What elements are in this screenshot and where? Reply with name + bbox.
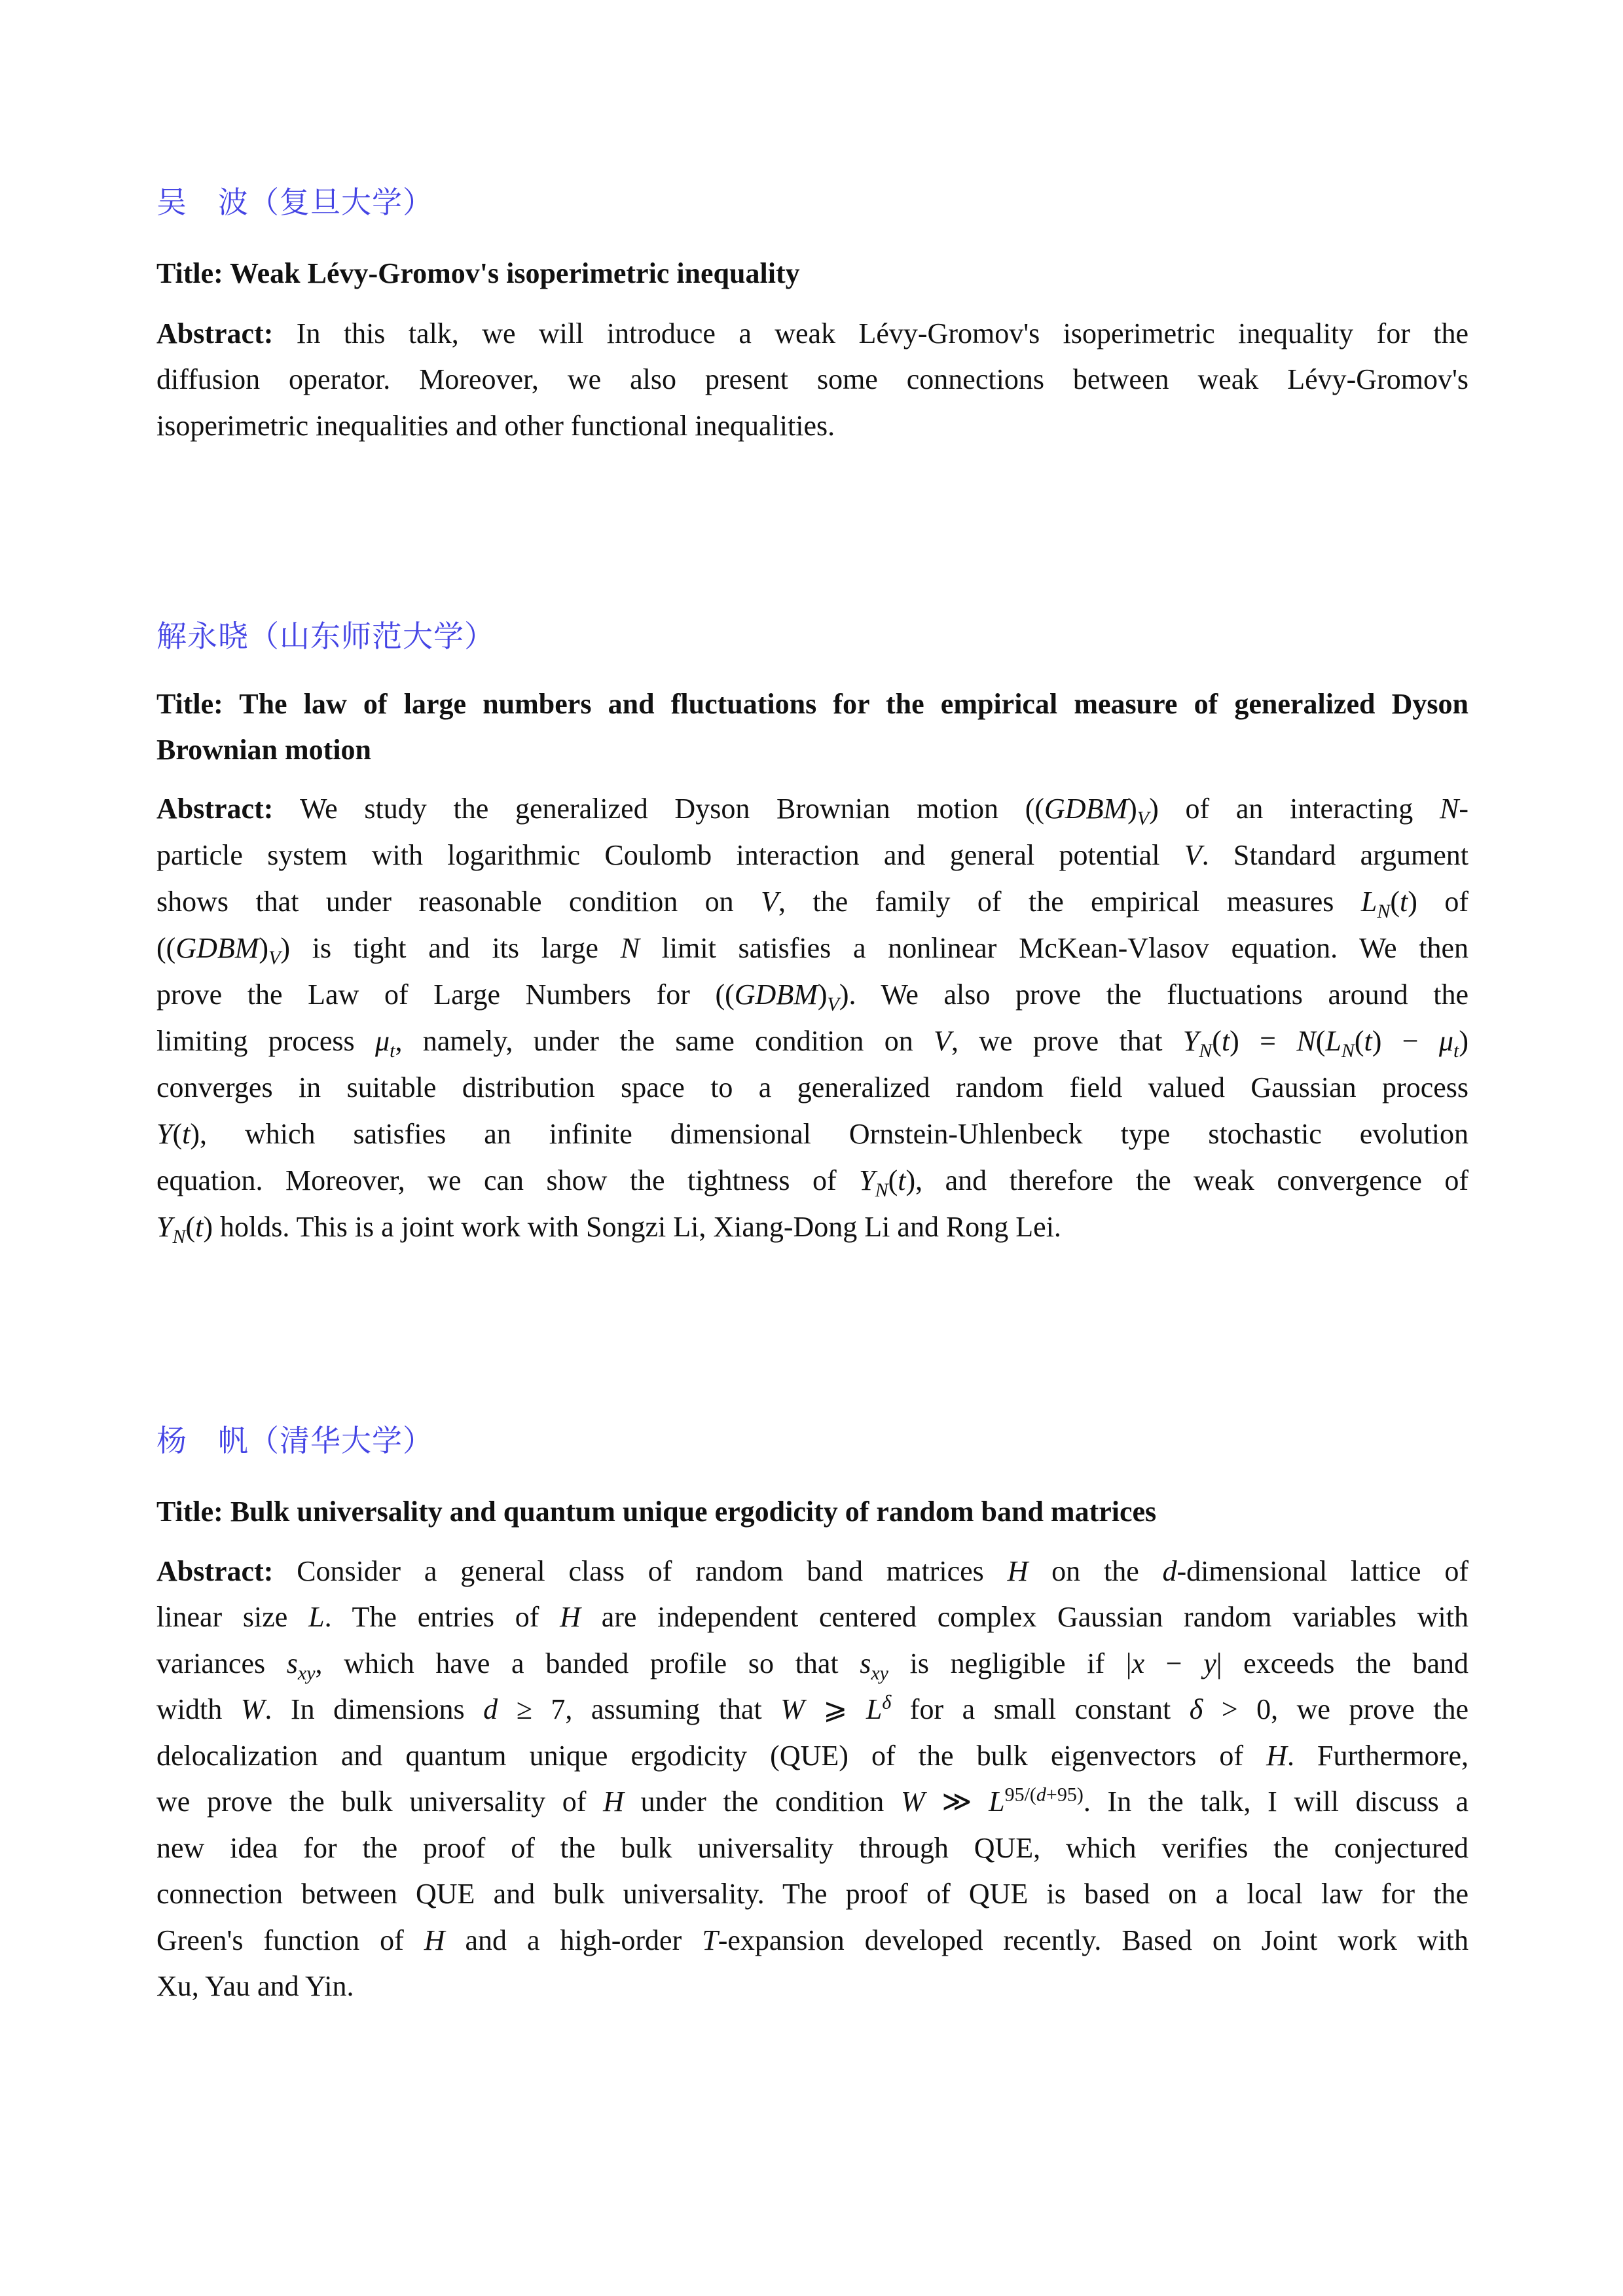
- title-text: The law of large numbers and fluctuations for the empirical measure of generalized Dyson: [239, 688, 1468, 720]
- abstract-line: particle system with logarithmic Coulomb interaction and general potential V. Standard argument: [156, 839, 1468, 871]
- title-text: Weak Lévy-Gromov's isoperimetric inequality: [230, 257, 800, 289]
- abstract-line: limiting process $\mu_t$, namely, under the same condition on V, we prove that $Y_N(t) = N(L_N(t) - \mu_t)$: [156, 1025, 1468, 1062]
- abstract-line: [156, 1553, 1468, 1590]
- abstract-line: variances $s_{xy}$, which have a banded profile so that $s_{xy}$ is negligible if |x − y| exceeds the band: [156, 1647, 1468, 1684]
- abstract-line: converges in suitable distribution space to a generalized random field valued Gaussian process: [156, 1071, 1468, 1103]
- talk-title: [156, 1494, 1468, 1530]
- abstract-line: Xu, Yau and Yin.: [156, 1970, 354, 2002]
- abstract-line: connection between QUE and bulk universality. The proof of QUE is based on a local law for the: [156, 1878, 1468, 1910]
- speaker-heading: 解永晓（山东师范大学）: [156, 619, 495, 654]
- abstract-line: new idea for the proof of the bulk universality through QUE, which verifies the conjectured: [156, 1832, 1468, 1864]
- talk-title-continued: Brownian motion: [156, 734, 372, 766]
- abstract-line: isoperimetric inequalities and other functional inequalities.: [156, 410, 835, 442]
- abstract-line: equation. Moreover, we can show the tightness of $Y_N(t)$, and therefore the weak convergence of: [156, 1164, 1468, 1201]
- abstract-line: delocalization and quantum unique ergodicity (QUE) of the bulk eigenvectors of H. Furthermore,: [156, 1740, 1468, 1772]
- title-label: Title:: [156, 688, 240, 720]
- speaker-heading: 吴 波（复旦大学）: [156, 185, 433, 220]
- abstract-label: Abstract:: [156, 793, 301, 825]
- speaker-heading: 杨 帆（清华大学）: [156, 1423, 433, 1458]
- talk-title: [156, 686, 1468, 723]
- abstract-line: prove the Law of Large Numbers for $((GDBM)_V)$. We also prove the fluctuations around the: [156, 978, 1468, 1015]
- abstract-label: Abstract:: [156, 1555, 297, 1587]
- abstract-text: Consider a general class of random band matrices H on the d-dimensional lattice of: [297, 1555, 1468, 1587]
- abstract-line: $((GDBM)_V)$ is tight and its large N limit satisfies a nonlinear McKean-Vlasov equation. We then: [156, 932, 1469, 969]
- abstract-text: In this talk, we will introduce a weak Lévy-Gromov's isoperimetric inequality for the: [296, 317, 1468, 350]
- abstract-line: Green's function of H and a high-order T-expansion developed recently. Based on Joint work with: [156, 1924, 1468, 1956]
- abstract-line: Y(t), which satisfies an infinite dimensional Ornstein-Uhlenbeck type stochastic evolution: [156, 1118, 1468, 1150]
- title-label: Title:: [156, 1496, 230, 1528]
- abstract-line: width W. In dimensions d ≥ 7, assuming that W ⩾ $L^\delta$ for a small constant δ > 0, we prove the: [156, 1691, 1468, 1725]
- title-label: Title:: [156, 257, 230, 289]
- abstract-line: linear size L. The entries of H are independent centered complex Gaussian random variables with: [156, 1601, 1468, 1633]
- talk-title: [156, 255, 1468, 292]
- abstract-label: Abstract:: [156, 317, 297, 350]
- abstract-line: [156, 791, 1468, 827]
- title-text: Bulk universality and quantum unique ergodicity of random band matrices: [230, 1496, 1157, 1528]
- abstract-line: $Y_N(t)$ holds. This is a joint work with Songzi Li, Xiang-Dong Li and Rong Lei.: [156, 1211, 1061, 1247]
- abstract-line: shows that under reasonable condition on V, the family of the empirical measures $L_N(t)$ of: [156, 886, 1468, 922]
- abstract-line: diffusion operator. Moreover, we also present some connections between weak Lévy-Gromov's: [156, 363, 1468, 395]
- abstract-line: [156, 315, 1468, 352]
- abstract-text: We study the generalized Dyson Brownian motion $((GDBM)_V)$ of an interacting N-: [300, 793, 1468, 829]
- abstract-line: we prove the bulk universality of H under the condition W ≫ $L^{95/(d+95)}$. In the talk, I will discuss a: [156, 1784, 1469, 1818]
